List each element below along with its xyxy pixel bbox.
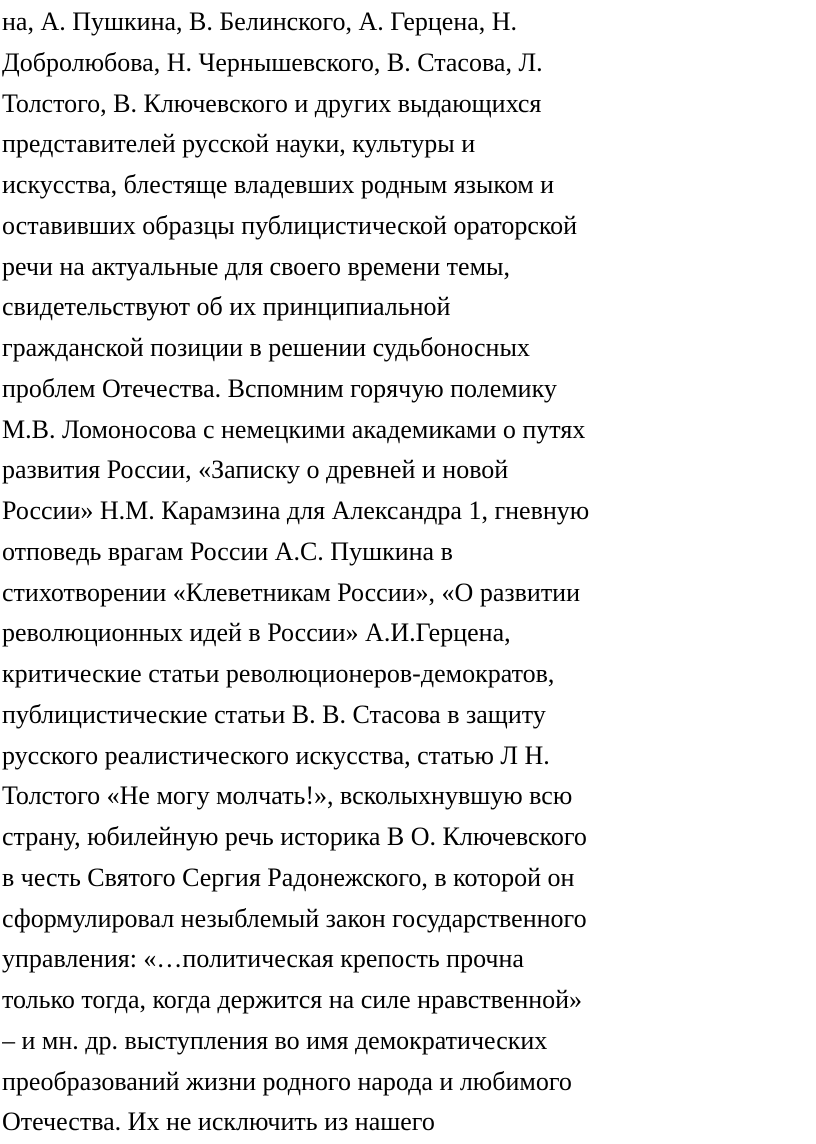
text-line: свидетельствуют об их принципиальной (2, 292, 451, 322)
text-line: искусства, блестяще владевших родным языком и (2, 170, 555, 199)
text-line: представителей русской науки, культуры и (2, 129, 476, 159)
text-line: гражданской позиции в решении судьбоносных (2, 333, 530, 362)
text-line: Толстого «Не могу молчать!», всколыхнувшую всю (2, 781, 573, 811)
text-line: управления: «…политическая крепость прочна (2, 944, 524, 974)
text-line: на, А. Пушкина, В. Белинского, А. Герцена, Н. (2, 7, 518, 36)
document-page (2, 0, 816, 1144)
text-line: сформулировал незыблемый закон государственного (2, 903, 587, 933)
text-line: – и мн. др. выступления во имя демократических (2, 1025, 548, 1055)
text-line: Добролюбова, Н. Чернышевского, В. Стасова, Л. (2, 47, 543, 77)
text-line: развития России, «Записку о древней и новой (2, 455, 509, 485)
text-line: речи на актуальные для своего времени темы, (2, 251, 511, 281)
text-line: оставивших образцы публицистической ораторской (2, 210, 578, 240)
text-line: проблем Отечества. Вспомним горячую полемику (2, 373, 557, 403)
text-line: Отечества. Их не исключить из нашего (2, 1107, 435, 1137)
text-line: стихотворении «Клеветникам России», «О развитии (2, 577, 581, 607)
text-line: публицистические статьи В. В. Стасова в защиту (2, 699, 546, 729)
text-line: Толстого, В. Ключевского и других выдающихся (2, 88, 542, 118)
text-line: в честь Святого Сергия Радонежского, в которой он (2, 862, 575, 892)
text-line: только тогда, когда держится на силе нравственной» (2, 985, 583, 1014)
text-line: страну, юбилейную речь историка В О. Ключевского (2, 822, 587, 851)
text-line: революционных идей в России» А.И.Герцена, (2, 618, 511, 648)
text-line: русского реалистического искусства, статью Л Н. (2, 740, 550, 770)
document-paragraph (2, 0, 816, 1143)
text-line: преобразований жизни родного народа и любимого (2, 1066, 572, 1096)
text-line: М.В. Ломоносова с немецкими академиками о путях (2, 414, 586, 444)
text-line: критические статьи революционеров-демократов, (2, 659, 555, 688)
text-line: отповедь врагам России А.С. Пушкина в (2, 536, 453, 566)
text-line: России» Н.М. Карамзина для Александра 1, гневную (2, 496, 590, 525)
